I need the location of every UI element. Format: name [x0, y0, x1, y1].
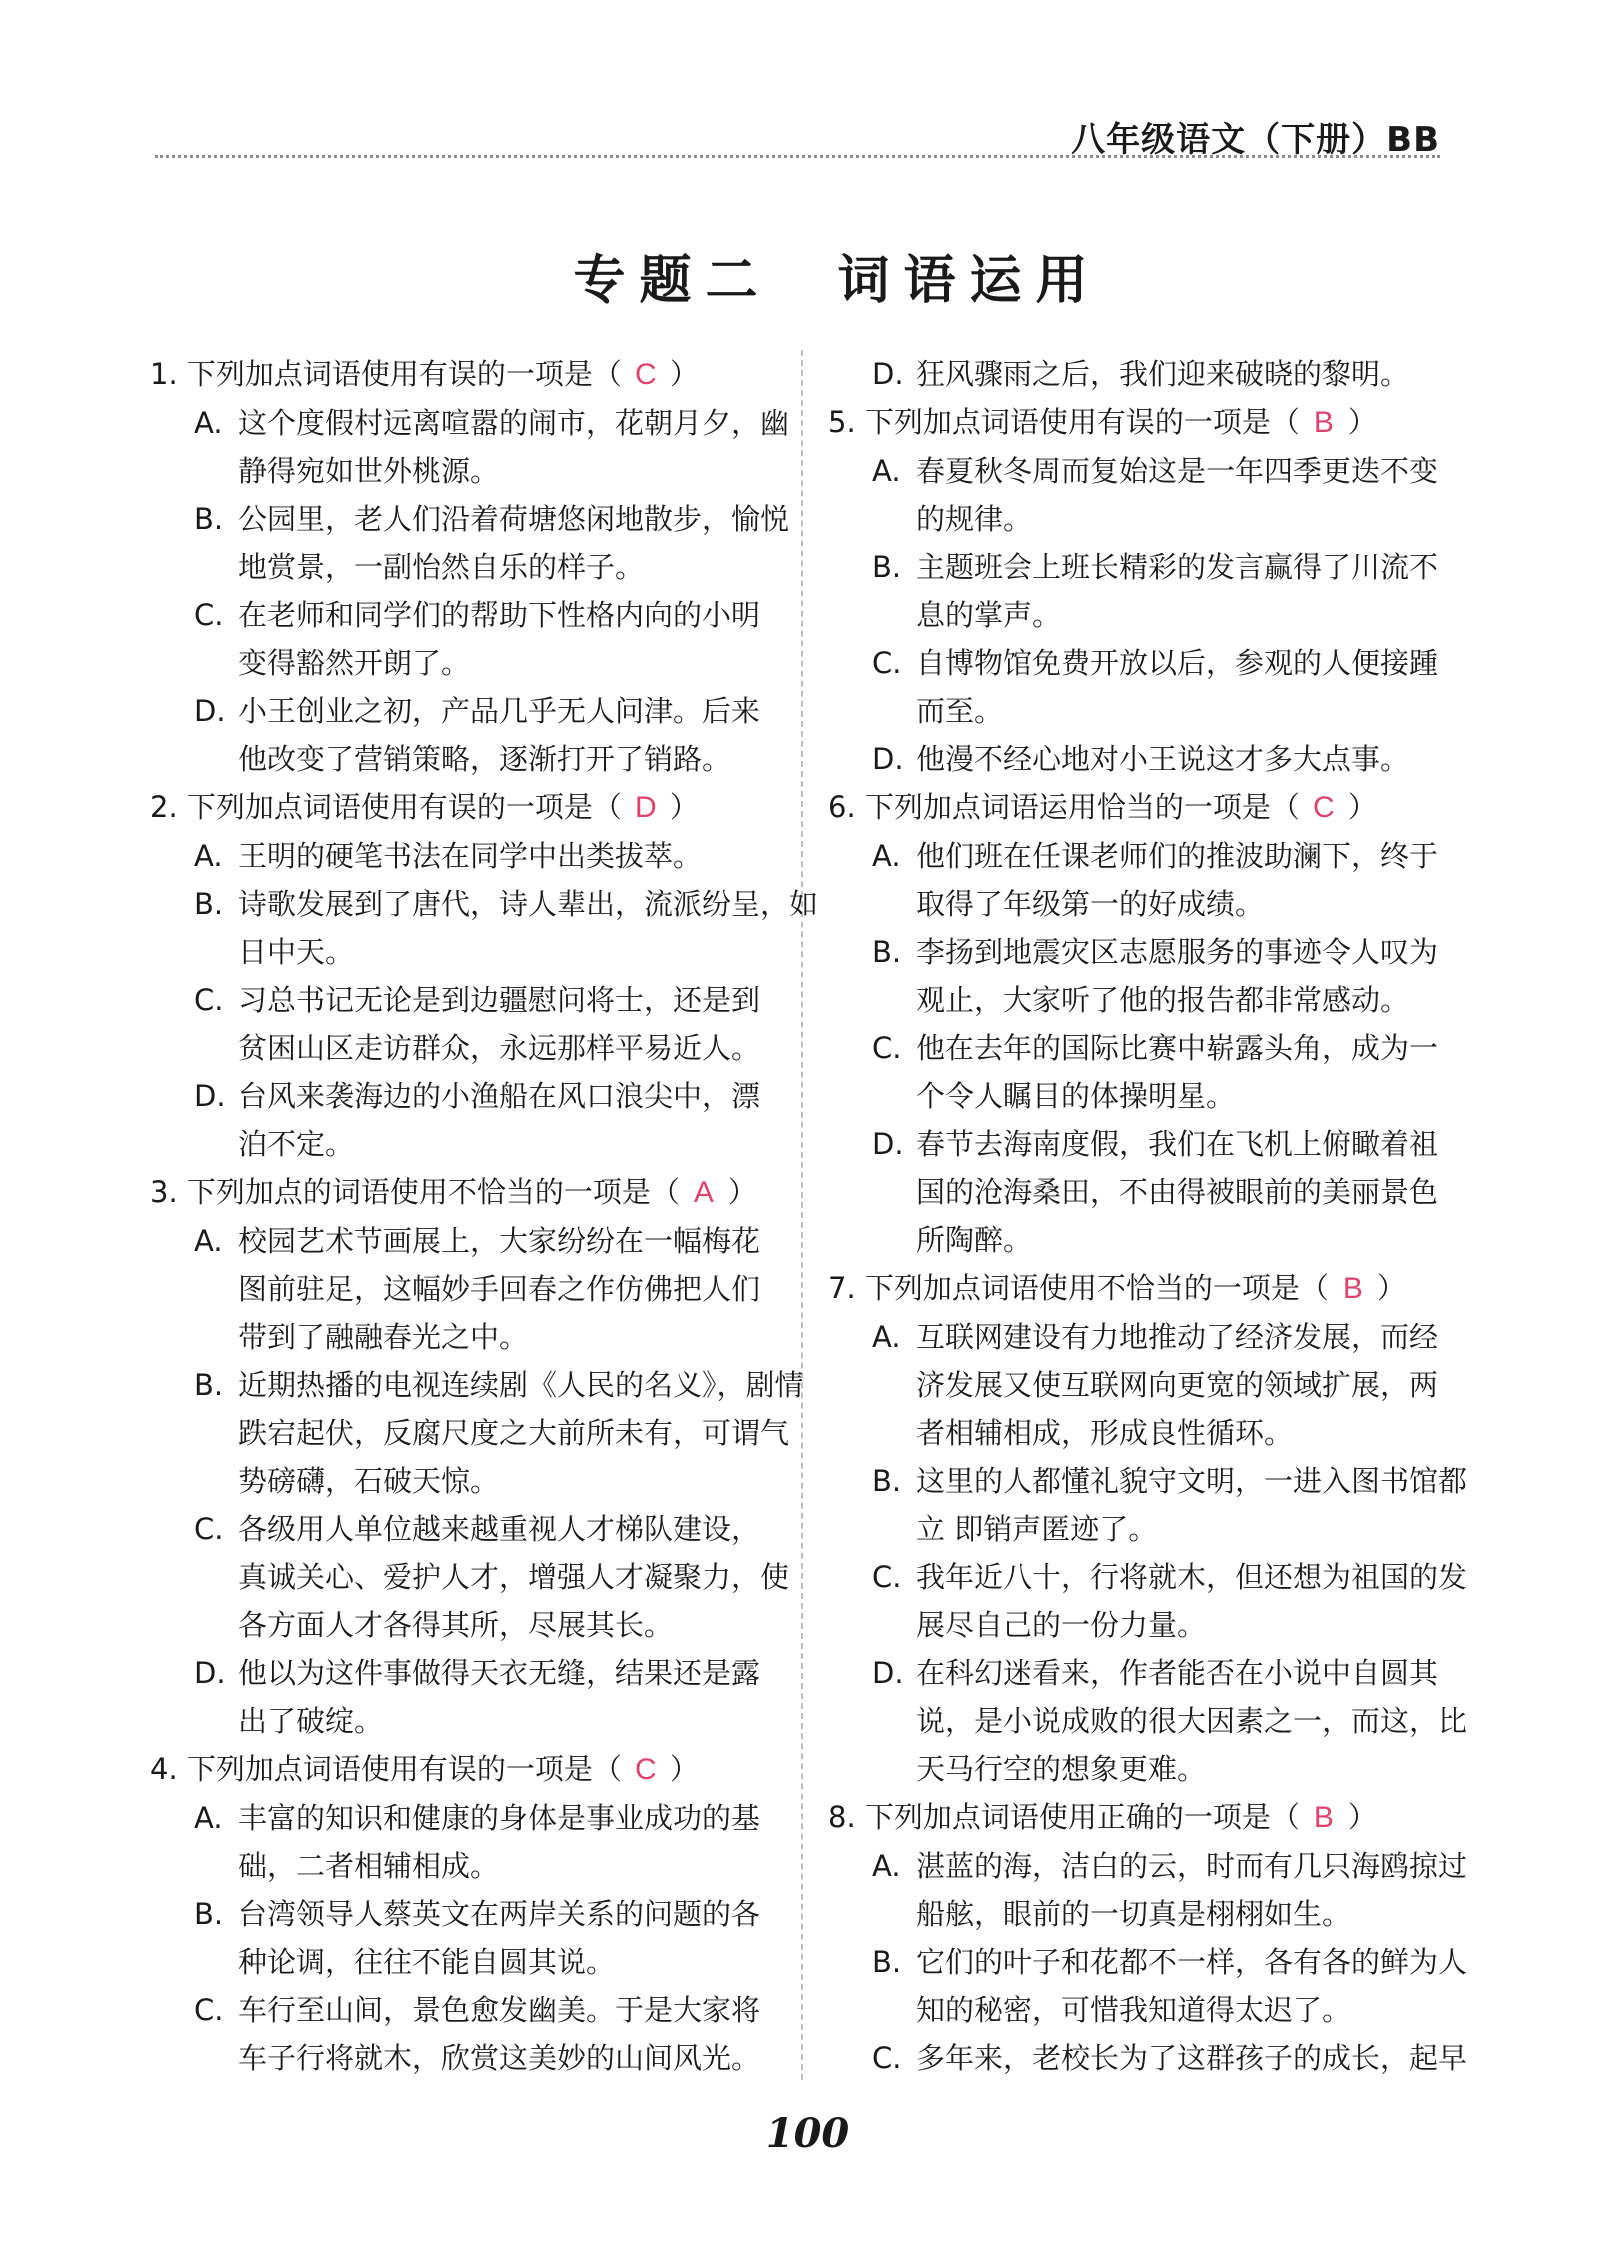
option-line: [828, 1457, 1468, 1505]
option-text: 湛蓝的海，洁白的云，时而有几只海鸥掠过: [916, 1849, 1468, 1883]
option-text: 他们班在任课老师们的推波助澜下，终于: [916, 839, 1439, 873]
option-continuation: [828, 687, 1458, 735]
option-text: 他漫不经心地对小王说这才多大点事。: [916, 742, 1410, 776]
answer-mark: C: [635, 358, 657, 391]
option-line: [828, 1313, 1458, 1361]
page-number: 100: [765, 2110, 850, 2157]
option-text: 这里的人都懂礼貌守文明，一进入图书馆都: [916, 1464, 1468, 1498]
option-line: [150, 832, 775, 880]
option-text: 势磅礴，石破天惊。: [238, 1464, 500, 1498]
question-text: 3. 下列加点的词语使用不恰当的一项是（: [150, 1175, 680, 1209]
option-continuation: [828, 1505, 1458, 1553]
option-letter: A.: [194, 406, 223, 440]
question-close: ）: [669, 1752, 699, 1786]
option-text: 而至。: [916, 694, 1004, 728]
option-text: 这个度假村远离喧嚣的闹市，花朝月夕，幽: [238, 406, 790, 440]
option-line: [150, 976, 775, 1024]
option-continuation: [150, 447, 775, 495]
option-text: 础，二者相辅相成。: [238, 1849, 500, 1883]
option-letter: C.: [872, 1560, 902, 1594]
option-line: [150, 1361, 804, 1409]
option-letter: B.: [194, 1368, 224, 1402]
option-continuation: [150, 1938, 775, 1986]
option-text: 车行至山间，景色愈发幽美。于是大家将: [238, 1993, 761, 2027]
option-continuation: [828, 976, 1458, 1024]
option-text: 济发展又使互联网向更宽的领域扩展，两: [916, 1368, 1439, 1402]
option-text: 说，是小说成败的很大因素之一，而这，比: [916, 1704, 1468, 1738]
option-letter: B.: [872, 1945, 902, 1979]
option-text: 主题班会上班长精彩的发言赢得了川流不: [916, 550, 1439, 584]
option-line: [828, 1024, 1458, 1072]
option-continuation: [150, 1553, 790, 1601]
option-continuation: [150, 2034, 775, 2082]
option-text: 个令人瞩目的体操明星。: [916, 1079, 1236, 1113]
option-text: 静得宛如世外桃源。: [238, 454, 500, 488]
option-text: 跌宕起伏，反腐尺度之大前所未有，可谓气: [238, 1416, 790, 1450]
option-continuation: [150, 1409, 790, 1457]
option-line: [828, 350, 1458, 398]
option-text: 春夏秋冬周而复始这是一年四季更迭不变: [916, 454, 1439, 488]
answer-mark: D: [635, 791, 657, 824]
option-continuation: [828, 1168, 1458, 1216]
question-close: ）: [669, 790, 699, 824]
column-divider: [801, 350, 803, 2080]
option-letter: C.: [194, 983, 224, 1017]
option-text: 我年近八十，行将就木，但还想为祖国的发: [916, 1560, 1468, 1594]
option-text: 诗歌发展到了唐代，诗人辈出，流派纷呈，如: [238, 887, 819, 921]
option-letter: D.: [194, 1079, 226, 1113]
option-letter: D.: [194, 1656, 226, 1690]
option-text: 展尽自己的一份力量。: [916, 1608, 1207, 1642]
question-text: 1. 下列加点词语使用有误的一项是（: [150, 357, 622, 391]
option-letter: C.: [872, 2041, 902, 2075]
option-text: 王明的硬笔书法在同学中出类拔萃。: [238, 839, 703, 873]
option-continuation: [828, 1986, 1458, 2034]
option-text: 他改变了营销策略，逐渐打开了销路。: [238, 742, 732, 776]
option-text: 立 即销声匿迹了。: [916, 1512, 1158, 1546]
option-text: 贫困山区走访群众，永远那样平易近人。: [238, 1031, 761, 1065]
option-letter: A.: [194, 1224, 223, 1258]
question-close: ）: [1347, 790, 1377, 824]
option-continuation: [150, 1024, 775, 1072]
question-stem: [150, 783, 775, 832]
option-text: 自博物馆免费开放以后，参观的人便接踵: [916, 646, 1439, 680]
option-continuation: [150, 1265, 775, 1313]
option-text: 狂风骤雨之后，我们迎来破晓的黎明。: [916, 357, 1410, 391]
option-line: [150, 399, 790, 447]
option-letter: A.: [872, 839, 901, 873]
option-continuation: [828, 1216, 1458, 1264]
option-letter: B.: [872, 935, 902, 969]
option-letter: D.: [872, 1127, 904, 1161]
answer-mark: B: [1313, 406, 1334, 439]
option-letter: A.: [872, 1320, 901, 1354]
option-continuation: [828, 880, 1458, 928]
option-text: 习总书记无论是到边疆慰问将士，还是到: [238, 983, 761, 1017]
option-continuation: [150, 639, 775, 687]
option-letter: A.: [194, 839, 223, 873]
option-letter: A.: [872, 454, 901, 488]
option-line: [150, 591, 775, 639]
option-line: [150, 1505, 775, 1553]
option-text: 丰富的知识和健康的身体是事业成功的基: [238, 1801, 761, 1835]
option-text: 天马行空的想象更难。: [916, 1752, 1207, 1786]
option-text: 观止，大家听了他的报告都非常感动。: [916, 983, 1410, 1017]
option-line: [150, 1649, 775, 1697]
question-text: 6. 下列加点词语运用恰当的一项是（: [828, 790, 1300, 824]
question-stem: [828, 1793, 1458, 1842]
option-letter: D.: [872, 742, 904, 776]
option-line: [828, 447, 1458, 495]
answer-mark: C: [635, 1753, 657, 1786]
option-continuation: [828, 591, 1458, 639]
option-line: [150, 1217, 775, 1265]
question-stem: [828, 398, 1458, 447]
option-letter: B.: [194, 887, 224, 921]
option-line: [150, 1890, 775, 1938]
option-line: [828, 1649, 1458, 1697]
question-close: ）: [727, 1175, 757, 1209]
question-text: 4. 下列加点词语使用有误的一项是（: [150, 1752, 622, 1786]
option-letter: C.: [194, 1993, 224, 2027]
option-text: 地赏景，一副怡然自乐的样子。: [238, 550, 645, 584]
answer-mark: B: [1342, 1272, 1363, 1305]
question-close: ）: [1347, 405, 1377, 439]
option-text: 所陶醉。: [916, 1223, 1033, 1257]
option-text: 泊不定。: [238, 1127, 355, 1161]
question-close: ）: [1347, 1800, 1377, 1834]
option-continuation: [150, 1120, 775, 1168]
page-title: 专题二 词语运用: [573, 250, 1102, 311]
option-text: 带到了融融春光之中。: [238, 1320, 529, 1354]
option-continuation: [828, 1072, 1458, 1120]
option-text: 它们的叶子和花都不一样，各有各的鲜为人: [916, 1945, 1468, 1979]
option-letter: D.: [194, 694, 226, 728]
option-text: 他以为这件事做得天衣无缝，结果还是露: [238, 1656, 761, 1690]
option-text: 出了破绽。: [238, 1704, 384, 1738]
option-text: 日中天。: [238, 935, 355, 969]
option-letter: B.: [872, 1464, 902, 1498]
option-letter: D.: [872, 1656, 904, 1690]
option-continuation: [828, 1890, 1458, 1938]
option-continuation: [150, 1457, 775, 1505]
option-text: 种论调，往往不能自圆其说。: [238, 1945, 616, 1979]
option-line: [150, 495, 790, 543]
question-stem: [828, 783, 1458, 832]
option-text: 公园里，老人们沿着荷塘悠闲地散步，愉悦: [238, 502, 790, 536]
option-text: 春节去海南度假，我们在飞机上俯瞰着祖: [916, 1127, 1439, 1161]
option-continuation: [150, 1842, 775, 1890]
option-text: 国的沧海桑田，不由得被眼前的美丽景色: [916, 1175, 1439, 1209]
option-text: 校园艺术节画展上，大家纷纷在一幅梅花: [238, 1224, 761, 1258]
option-text: 他在去年的国际比赛中崭露头角，成为一: [916, 1031, 1439, 1065]
question-stem: [150, 1745, 775, 1794]
option-line: [150, 1072, 775, 1120]
header-title: 八年级语文（下册）BB: [1071, 120, 1440, 160]
option-line: [150, 880, 819, 928]
option-line: [150, 1986, 775, 2034]
option-continuation: [150, 1601, 775, 1649]
option-continuation: [828, 1409, 1458, 1457]
option-text: 在科幻迷看来，作者能否在小说中自圆其: [916, 1656, 1439, 1690]
option-letter: B.: [194, 502, 224, 536]
option-letter: C.: [194, 598, 224, 632]
option-text: 在老师和同学们的帮助下性格内向的小明: [238, 598, 761, 632]
question-text: 2. 下列加点词语使用有误的一项是（: [150, 790, 622, 824]
option-continuation: [150, 735, 775, 783]
right-column: [828, 350, 1468, 2082]
option-text: 多年来，老校长为了这群孩子的成长，起早: [916, 2041, 1468, 2075]
option-text: 船舷，眼前的一切真是栩栩如生。: [916, 1897, 1352, 1931]
question-text: 8. 下列加点词语使用正确的一项是（: [828, 1800, 1300, 1834]
option-text: 互联网建设有力地推动了经济发展，而经: [916, 1320, 1439, 1354]
option-text: 近期热播的电视连续剧《人民的名义》，剧情: [238, 1368, 804, 1402]
option-continuation: [828, 495, 1458, 543]
option-line: [828, 1553, 1468, 1601]
option-line: [828, 1842, 1468, 1890]
question-stem: [150, 350, 775, 399]
option-continuation: [828, 1361, 1458, 1409]
question-text: 7. 下列加点词语使用不恰当的一项是（: [828, 1271, 1329, 1305]
option-line: [828, 1120, 1458, 1168]
option-letter: D.: [872, 357, 904, 391]
option-text: 息的掌声。: [916, 598, 1062, 632]
option-letter: C.: [872, 1031, 902, 1065]
question-close: ）: [669, 357, 699, 391]
option-letter: C.: [872, 646, 902, 680]
option-line: [828, 543, 1458, 591]
option-letter: A.: [872, 1849, 901, 1883]
option-continuation: [150, 1697, 775, 1745]
left-column: [150, 350, 819, 2082]
option-text: 者相辅相成，形成良性循环。: [916, 1416, 1294, 1450]
option-line: [828, 735, 1458, 783]
option-letter: B.: [872, 550, 902, 584]
option-continuation: [150, 1313, 775, 1361]
option-letter: B.: [194, 1897, 224, 1931]
option-letter: C.: [194, 1512, 224, 1546]
option-continuation: [150, 543, 775, 591]
option-text: 台湾领导人蔡英文在两岸关系的问题的各: [238, 1897, 761, 1931]
answer-mark: B: [1313, 1801, 1334, 1834]
question-stem: [150, 1168, 775, 1217]
option-text: 知的秘密，可惜我知道得太迟了。: [916, 1993, 1352, 2027]
option-text: 取得了年级第一的好成绩。: [916, 887, 1265, 921]
question-text: 5. 下列加点词语使用有误的一项是（: [828, 405, 1300, 439]
option-text: 真诚关心、爱护人才，增强人才凝聚力，使: [238, 1560, 790, 1594]
option-text: 李扬到地震灾区志愿服务的事迹令人叹为: [916, 935, 1439, 969]
option-text: 车子行将就木，欣赏这美妙的山间风光。: [238, 2041, 761, 2075]
option-text: 各级用人单位越来越重视人才梯队建设，: [238, 1512, 761, 1546]
option-text: 的规律。: [916, 502, 1033, 536]
header-divider: [155, 155, 1440, 158]
option-text: 台风来袭海边的小渔船在风口浪尖中，漂: [238, 1079, 761, 1113]
option-text: 小王创业之初，产品几乎无人问津。后来: [238, 694, 761, 728]
option-line: [828, 2034, 1468, 2082]
answer-mark: C: [1313, 791, 1335, 824]
option-continuation: [828, 1745, 1458, 1793]
option-line: [828, 832, 1458, 880]
option-text: 各方面人才各得其所，尽展其长。: [238, 1608, 674, 1642]
option-line: [828, 928, 1458, 976]
question-close: ）: [1376, 1271, 1406, 1305]
answer-mark: A: [693, 1176, 714, 1209]
question-stem: [828, 1264, 1458, 1313]
option-continuation: [828, 1697, 1468, 1745]
option-line: [828, 1938, 1468, 1986]
option-continuation: [828, 1601, 1458, 1649]
option-text: 变得豁然开朗了。: [238, 646, 471, 680]
option-line: [150, 687, 775, 735]
option-continuation: [150, 928, 775, 976]
option-line: [828, 639, 1458, 687]
option-letter: A.: [194, 1801, 223, 1835]
option-text: 图前驻足，这幅妙手回春之作仿佛把人们: [238, 1272, 761, 1306]
option-line: [150, 1794, 775, 1842]
